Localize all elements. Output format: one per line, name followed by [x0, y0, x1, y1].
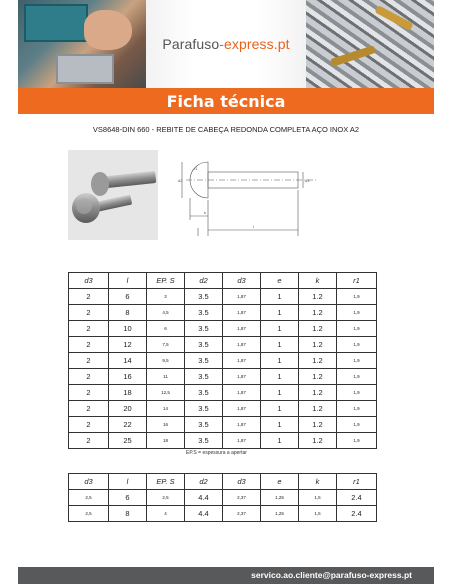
- tools-photo: [18, 0, 146, 88]
- table-cell: 1,87: [223, 305, 261, 321]
- table-cell: 1.2: [299, 401, 337, 417]
- label-k: k: [204, 210, 206, 215]
- table-cell: 1: [261, 433, 299, 449]
- table-cell: 20: [109, 401, 147, 417]
- table-cell: 1,9: [337, 385, 377, 401]
- spec-table-2: [68, 473, 377, 522]
- table-cell: 2,37: [223, 506, 261, 522]
- column-header: k: [299, 474, 337, 490]
- column-header: r1: [337, 474, 377, 490]
- table-cell: 3.5: [185, 337, 223, 353]
- label-r1: r1: [194, 166, 198, 171]
- table-row: [69, 433, 377, 449]
- table-cell: 1: [261, 321, 299, 337]
- table-cell: 1,87: [223, 369, 261, 385]
- table-cell: 2,37: [223, 490, 261, 506]
- table-cell: 1,87: [223, 321, 261, 337]
- page-title-bar: [18, 88, 434, 114]
- column-header: d3: [223, 273, 261, 289]
- table-cell: 1,9: [337, 353, 377, 369]
- table-cell: 1,9: [337, 337, 377, 353]
- column-header: d3: [69, 474, 109, 490]
- table-cell: 6: [109, 490, 147, 506]
- table-cell: 7,5: [147, 337, 185, 353]
- table-cell: 1,87: [223, 337, 261, 353]
- table-header-row: [69, 474, 377, 490]
- column-header: EP. S: [147, 474, 185, 490]
- table-cell: 1,9: [337, 289, 377, 305]
- table-cell: 1,9: [337, 305, 377, 321]
- table-cell: 1,9: [337, 369, 377, 385]
- table-cell: 14: [109, 353, 147, 369]
- table-cell: 1.2: [299, 289, 337, 305]
- table-cell: 1: [261, 385, 299, 401]
- table-cell: 1,87: [223, 289, 261, 305]
- column-header: d2: [185, 273, 223, 289]
- column-header: d2: [185, 474, 223, 490]
- table-cell: 2: [69, 337, 109, 353]
- table-cell: 2: [69, 369, 109, 385]
- table-cell: 25: [109, 433, 147, 449]
- table-cell: 1,87: [223, 417, 261, 433]
- brand-name: Parafuso: [162, 36, 220, 52]
- table-row: [69, 353, 377, 369]
- table-cell: 6: [109, 289, 147, 305]
- table-cell: 2.4: [337, 490, 377, 506]
- table-cell: 1.2: [299, 417, 337, 433]
- table-cell: 3.5: [185, 305, 223, 321]
- table-row: [69, 337, 377, 353]
- table-cell: 3.5: [185, 401, 223, 417]
- table-row: [69, 417, 377, 433]
- table-cell: 1,87: [223, 353, 261, 369]
- table-cell: 2,5: [147, 490, 185, 506]
- contact-email[interactable]: servico.ao.cliente@parafuso-express.pt: [251, 570, 412, 580]
- table-cell: 16: [147, 417, 185, 433]
- table-cell: 1.2: [299, 337, 337, 353]
- label-d2: d2: [178, 178, 183, 183]
- table-cell: 8: [109, 506, 147, 522]
- note: EP.S = espessura a apertar: [186, 450, 247, 456]
- table-cell: 18: [109, 385, 147, 401]
- table-cell: 1,5: [299, 506, 337, 522]
- table-cell: 1: [261, 353, 299, 369]
- table-cell: 12: [109, 337, 147, 353]
- table-cell: 2: [69, 289, 109, 305]
- column-header: k: [299, 273, 337, 289]
- table-row: [69, 401, 377, 417]
- table-cell: 3: [147, 289, 185, 305]
- header-banner: [18, 0, 434, 88]
- table-cell: 12,5: [147, 385, 185, 401]
- table-cell: 1,87: [223, 401, 261, 417]
- table-row: [69, 369, 377, 385]
- column-header: EP. S: [147, 273, 185, 289]
- table-cell: 1.2: [299, 433, 337, 449]
- table-cell: 2: [69, 385, 109, 401]
- table-cell: 3.5: [185, 289, 223, 305]
- table-cell: 1,25: [261, 490, 299, 506]
- table-header-row: [69, 273, 377, 289]
- table-cell: 1.2: [299, 385, 337, 401]
- screw-shape-2: [330, 45, 376, 67]
- table-cell: 2,5: [69, 490, 109, 506]
- hand-shape: [84, 10, 132, 50]
- table-cell: 3.5: [185, 433, 223, 449]
- table-cell: 4.4: [185, 490, 223, 506]
- table-cell: 2: [69, 417, 109, 433]
- column-header: d3: [69, 273, 109, 289]
- label-l: l: [253, 224, 254, 229]
- table-cell: 18: [147, 433, 185, 449]
- table-cell: 10: [109, 321, 147, 337]
- table-cell: 3.5: [185, 369, 223, 385]
- table-cell: 1: [261, 369, 299, 385]
- table-cell: 9,5: [147, 353, 185, 369]
- table-cell: 1.2: [299, 369, 337, 385]
- screws-photo: [306, 0, 434, 88]
- column-header: e: [261, 273, 299, 289]
- table-cell: 1,9: [337, 401, 377, 417]
- table-cell: 1: [261, 401, 299, 417]
- table-cell: 3.5: [185, 385, 223, 401]
- case-shape-2: [56, 54, 114, 84]
- table-cell: 3.5: [185, 353, 223, 369]
- table-cell: 1.2: [299, 305, 337, 321]
- column-header: d3: [223, 474, 261, 490]
- table-cell: 1,87: [223, 433, 261, 449]
- table-row: [69, 385, 377, 401]
- column-header: l: [109, 273, 147, 289]
- case-shape: [24, 4, 88, 42]
- table-cell: 3.5: [185, 321, 223, 337]
- table-cell: 14: [147, 401, 185, 417]
- brand-logo[interactable]: [146, 0, 306, 88]
- table-cell: 11: [147, 369, 185, 385]
- column-header: l: [109, 474, 147, 490]
- footer-bar: [18, 567, 434, 584]
- table-row: [69, 321, 377, 337]
- table-cell: 22: [109, 417, 147, 433]
- table-cell: 1,9: [337, 417, 377, 433]
- table-cell: 4,5: [147, 305, 185, 321]
- table-cell: 1: [261, 289, 299, 305]
- technical-drawing: [168, 150, 328, 240]
- table-cell: 1,87: [223, 385, 261, 401]
- table-cell: 1: [261, 337, 299, 353]
- table-cell: 2: [69, 401, 109, 417]
- product-title: VS8648-DIN 660 - REBITE DE CABEÇA REDONDA COMPLETA AÇO INOX A2: [92, 125, 360, 134]
- table-cell: 6: [147, 321, 185, 337]
- table-row: [69, 289, 377, 305]
- page-title: Ficha técnica: [166, 91, 286, 111]
- table-cell: 1,25: [261, 506, 299, 522]
- product-photo: [68, 150, 158, 240]
- table-row: [69, 506, 377, 522]
- table-cell: 1,9: [337, 433, 377, 449]
- brand-domain: -express.pt: [219, 36, 290, 52]
- table-cell: 4: [147, 506, 185, 522]
- table-cell: 8: [109, 305, 147, 321]
- table-cell: 2.4: [337, 506, 377, 522]
- table-cell: 2: [69, 433, 109, 449]
- table-row: [69, 305, 377, 321]
- table-row: [69, 490, 377, 506]
- table-cell: 1.2: [299, 353, 337, 369]
- table-cell: 16: [109, 369, 147, 385]
- table-cell: 1: [261, 417, 299, 433]
- table-cell: 1.2: [299, 321, 337, 337]
- brand-text: [162, 36, 289, 52]
- column-header: e: [261, 474, 299, 490]
- table-cell: 1: [261, 305, 299, 321]
- table-cell: 2: [69, 305, 109, 321]
- spec-table-1: [68, 272, 377, 449]
- label-d3: d3: [305, 178, 310, 183]
- table-cell: 1,5: [299, 490, 337, 506]
- column-header: r1: [337, 273, 377, 289]
- table-cell: 2,5: [69, 506, 109, 522]
- table-cell: 2: [69, 353, 109, 369]
- table-cell: 4.4: [185, 506, 223, 522]
- table-cell: 2: [69, 321, 109, 337]
- table-cell: 1,9: [337, 321, 377, 337]
- screw-shape-1: [374, 5, 413, 31]
- table-cell: 3.5: [185, 417, 223, 433]
